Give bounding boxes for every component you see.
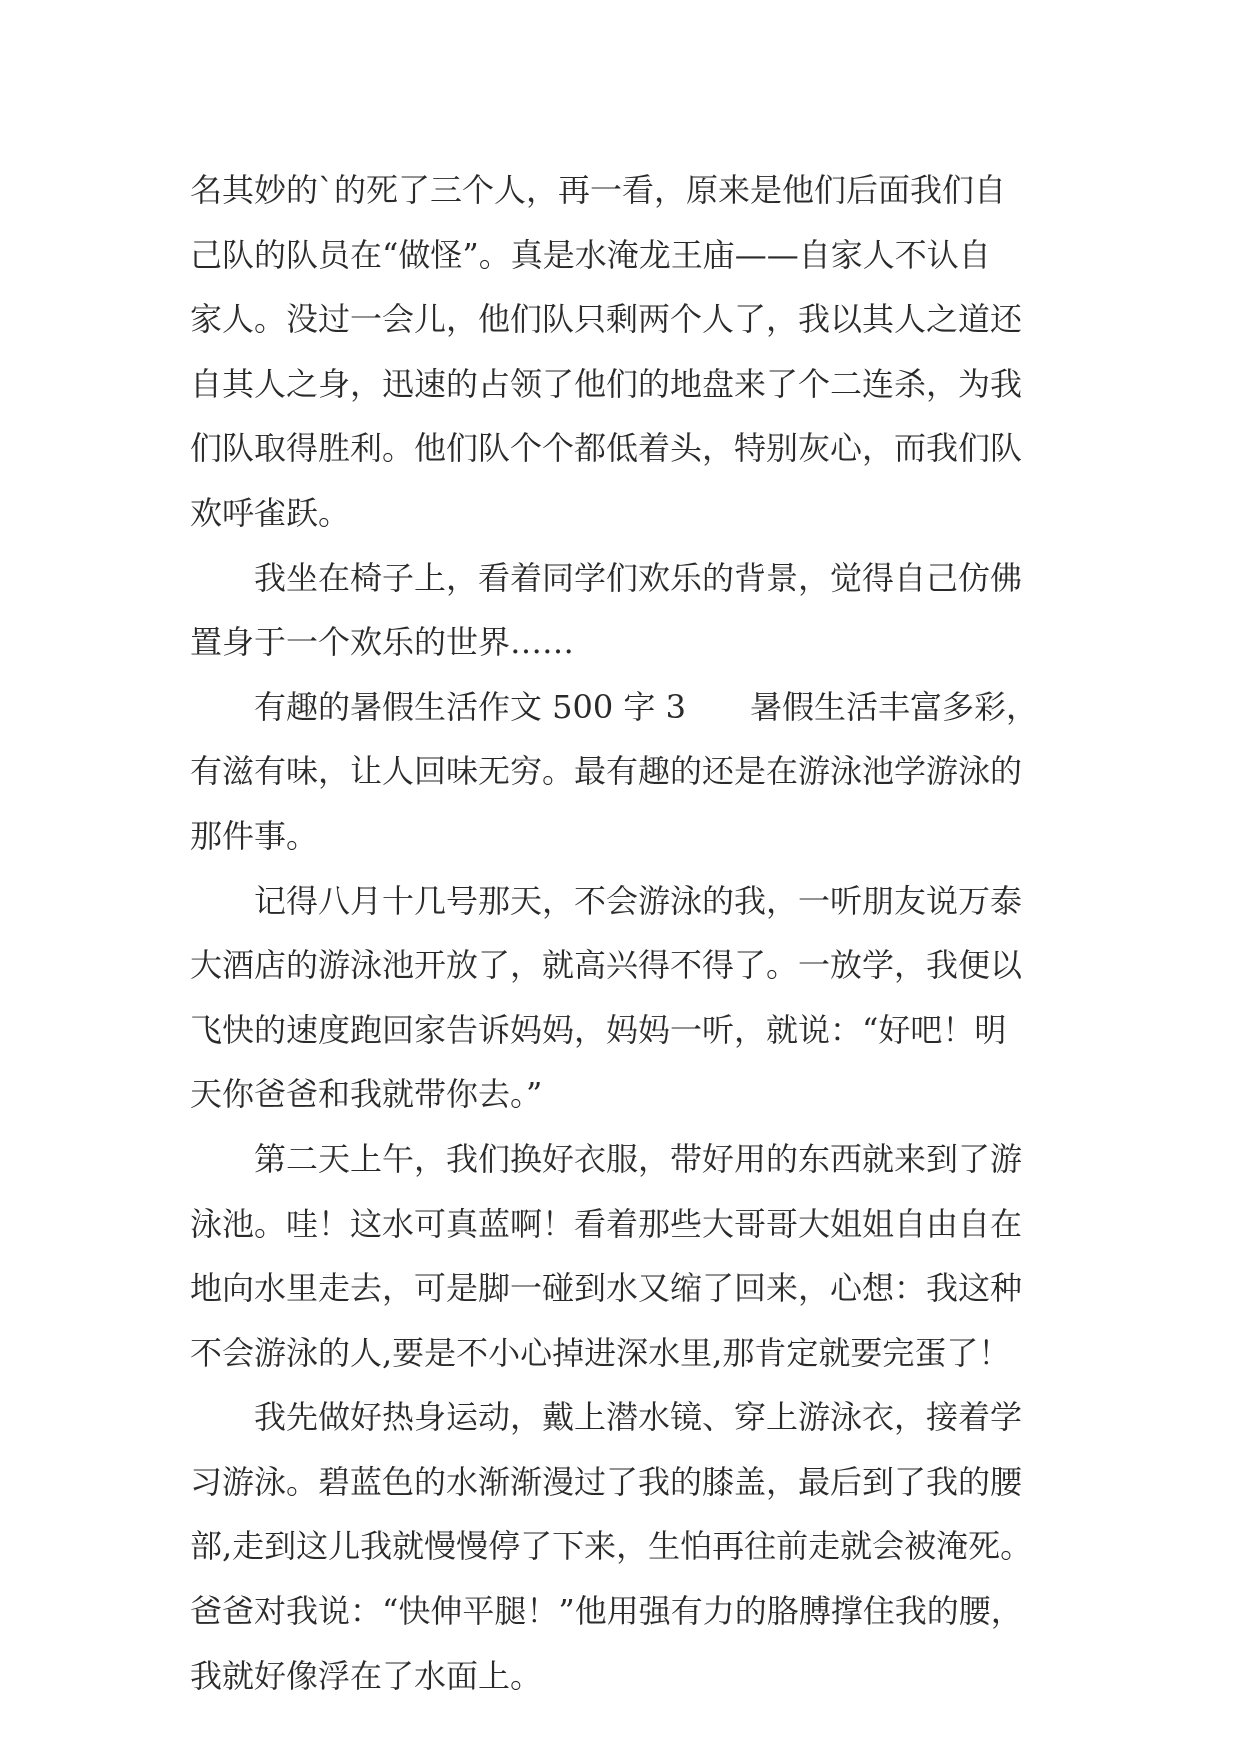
text-line: 我就好像浮在了水面上。 — [190, 1656, 543, 1695]
text-line: 家人。没过一会儿，他们队只剩两个人了，我以其人之道还 — [190, 300, 1023, 339]
text-line: 大酒店的游泳池开放了，就高兴得不得了。一放学，我便以 — [190, 946, 1023, 985]
text-line: 第二天上午，我们换好衣服，带好用的东西就来到了游 — [190, 1139, 1023, 1178]
text-line: 天你爸爸和我就带你去。” — [190, 1075, 543, 1114]
text-line: 那件事。 — [190, 816, 319, 855]
text-line: 有趣的暑假生活作文 500 字 3 暑假生活丰富多彩， — [190, 687, 1038, 726]
text-line: 己队的队员在“做怪”。真是水淹龙王庙——自家人不认自 — [190, 235, 991, 274]
text-line: 飞快的速度跑回家告诉妈妈，妈妈一听，就说：“好吧！明 — [190, 1010, 1007, 1049]
text-line: 记得八月十几号那天，不会游泳的我，一听朋友说万泰 — [190, 881, 1023, 920]
document-body — [190, 158, 1060, 1708]
text-line: 地向水里走去，可是脚一碰到水又缩了回来，心想：我这种 — [190, 1269, 1023, 1308]
text-line: 名其妙的`的死了三个人，再一看，原来是他们后面我们自 — [190, 171, 1007, 209]
text-line: 我坐在椅子上，看着同学们欢乐的背景，觉得自己仿佛 — [190, 558, 1023, 597]
text-line: 置身于一个欢乐的世界…… — [190, 623, 575, 662]
text-line: 们队取得胜利。他们队个个都低着头，特别灰心，而我们队 — [190, 429, 1023, 468]
text-line: 自其人之身，迅速的占领了他们的地盘来了个二连杀，为我 — [190, 364, 1023, 403]
text-line: 爸爸对我说：“快伸平腿！”他用强有力的胳膊撑住我的腰， — [190, 1592, 1023, 1631]
text-line: 有滋有味，让人回味无穷。最有趣的还是在游泳池学游泳的 — [190, 752, 1023, 791]
text-line: 部,走到这儿我就慢慢停了下来，生怕再往前走就会被淹死。 — [190, 1527, 1033, 1566]
text-line: 习游泳。碧蓝色的水渐渐漫过了我的膝盖，最后到了我的腰 — [190, 1462, 1023, 1501]
text-line: 欢呼雀跃。 — [190, 493, 351, 532]
text-line: 不会游泳的人,要是不小心掉进深水里,那肯定就要完蛋了！ — [190, 1333, 1011, 1372]
text-line: 我先做好热身运动，戴上潜水镜、穿上游泳衣，接着学 — [190, 1398, 1023, 1437]
text-line: 泳池。哇！这水可真蓝啊！看着那些大哥哥大姐姐自由自在 — [190, 1204, 1023, 1243]
